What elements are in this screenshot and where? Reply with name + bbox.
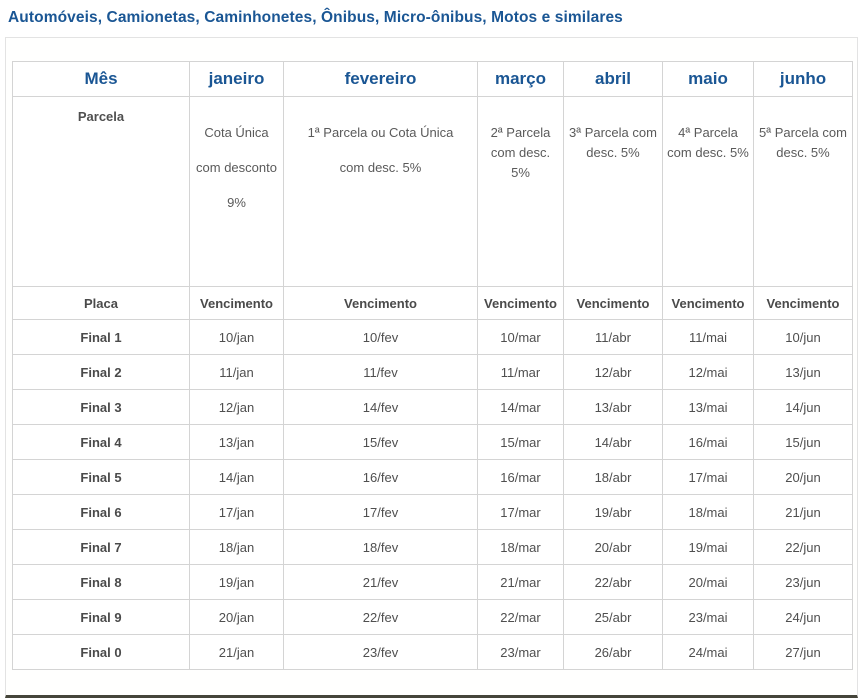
due-date-cell: 21/jan [190,635,284,670]
vencimento-header-abril: Vencimento [564,287,663,320]
due-date-cell: 23/mar [478,635,564,670]
month-header-janeiro: janeiro [190,62,284,97]
placa-row [13,287,853,320]
table-row [13,390,853,425]
plate-final-label: Final 8 [13,565,190,600]
due-date-cell: 21/mar [478,565,564,600]
due-date-cell: 19/mai [663,530,754,565]
plate-final-label: Final 3 [13,390,190,425]
table-row [13,495,853,530]
plate-final-label: Final 2 [13,355,190,390]
due-date-cell: 20/abr [564,530,663,565]
plate-final-label: Final 7 [13,530,190,565]
month-header-junho: junho [754,62,853,97]
due-date-cell: 12/jan [190,390,284,425]
due-date-cell: 18/mar [478,530,564,565]
due-date-cell: 22/abr [564,565,663,600]
ipva-schedule-table [12,61,853,670]
placa-label: Placa [13,287,190,320]
plate-final-label: Final 5 [13,460,190,495]
schedule-body [13,97,853,670]
vencimento-header-maio: Vencimento [663,287,754,320]
due-date-cell: 11/mai [663,320,754,355]
parcela-cell-marco: 2ª Parcela com desc. 5% [478,97,564,287]
due-date-cell: 16/mar [478,460,564,495]
due-date-cell: 20/mai [663,565,754,600]
due-date-cell: 20/jan [190,600,284,635]
due-date-cell: 18/abr [564,460,663,495]
due-date-cell: 23/fev [284,635,478,670]
parcela-cell-junho: 5ª Parcela com desc. 5% [754,97,853,287]
parcela-row [13,97,853,287]
due-date-cell: 21/jun [754,495,853,530]
table-row [13,565,853,600]
plate-final-label: Final 6 [13,495,190,530]
table-row [13,460,853,495]
plate-final-label: Final 0 [13,635,190,670]
table-row [13,425,853,460]
vencimento-header-marco: Vencimento [478,287,564,320]
due-date-cell: 10/jun [754,320,853,355]
due-date-cell: 14/abr [564,425,663,460]
due-date-cell: 24/mai [663,635,754,670]
vencimento-header-junho: Vencimento [754,287,853,320]
due-date-cell: 17/jan [190,495,284,530]
due-date-cell: 10/jan [190,320,284,355]
due-date-cell: 11/fev [284,355,478,390]
page-title: Automóveis, Camionetas, Caminhonetes, Ônibus, Micro-ônibus, Motos e similares [8,9,623,26]
due-date-cell: 14/mar [478,390,564,425]
due-date-cell: 23/mai [663,600,754,635]
due-date-cell: 10/fev [284,320,478,355]
due-date-cell: 18/mai [663,495,754,530]
due-date-cell: 22/mar [478,600,564,635]
parcela-cell-janeiro: Cota Única com desconto 9% [190,97,284,287]
months-header-row [13,62,853,97]
due-date-cell: 10/mar [478,320,564,355]
plate-final-label: Final 1 [13,320,190,355]
due-date-cell: 15/mar [478,425,564,460]
month-header-marco: março [478,62,564,97]
due-date-cell: 11/mar [478,355,564,390]
due-date-cell: 22/fev [284,600,478,635]
due-date-cell: 13/abr [564,390,663,425]
parcela-cell-fevereiro: 1ª Parcela ou Cota Única com desc. 5% [284,97,478,287]
due-date-cell: 26/abr [564,635,663,670]
table-row [13,600,853,635]
due-date-cell: 25/abr [564,600,663,635]
table-row [13,355,853,390]
due-date-cell: 24/jun [754,600,853,635]
due-date-cell: 13/mai [663,390,754,425]
due-date-cell: 13/jan [190,425,284,460]
due-date-cell: 13/jun [754,355,853,390]
schedule-panel [5,37,858,698]
due-date-cell: 16/mai [663,425,754,460]
due-date-cell: 18/fev [284,530,478,565]
month-header-fevereiro: fevereiro [284,62,478,97]
due-date-cell: 27/jun [754,635,853,670]
due-date-cell: 17/mai [663,460,754,495]
parcela-cell-abril: 3ª Parcela com desc. 5% [564,97,663,287]
plate-final-label: Final 4 [13,425,190,460]
table-row [13,320,853,355]
due-date-cell: 20/jun [754,460,853,495]
due-date-cell: 21/fev [284,565,478,600]
due-date-cell: 17/mar [478,495,564,530]
month-col-header: Mês [13,62,190,97]
due-date-cell: 15/jun [754,425,853,460]
month-header-maio: maio [663,62,754,97]
due-date-cell: 14/jun [754,390,853,425]
due-date-cell: 18/jan [190,530,284,565]
parcela-cell-maio: 4ª Parcela com desc. 5% [663,97,754,287]
due-date-cell: 11/jan [190,355,284,390]
parcela-label: Parcela [13,97,190,287]
due-date-cell: 22/jun [754,530,853,565]
due-date-cell: 14/fev [284,390,478,425]
month-header-abril: abril [564,62,663,97]
due-date-cell: 12/mai [663,355,754,390]
table-row [13,635,853,670]
due-date-cell: 17/fev [284,495,478,530]
due-date-cell: 14/jan [190,460,284,495]
due-date-cell: 19/jan [190,565,284,600]
vencimento-header-fevereiro: Vencimento [284,287,478,320]
plate-final-label: Final 9 [13,600,190,635]
due-date-cell: 19/abr [564,495,663,530]
due-date-cell: 11/abr [564,320,663,355]
table-row [13,530,853,565]
vencimento-header-janeiro: Vencimento [190,287,284,320]
due-date-cell: 23/jun [754,565,853,600]
due-date-cell: 12/abr [564,355,663,390]
due-date-cell: 15/fev [284,425,478,460]
due-date-cell: 16/fev [284,460,478,495]
